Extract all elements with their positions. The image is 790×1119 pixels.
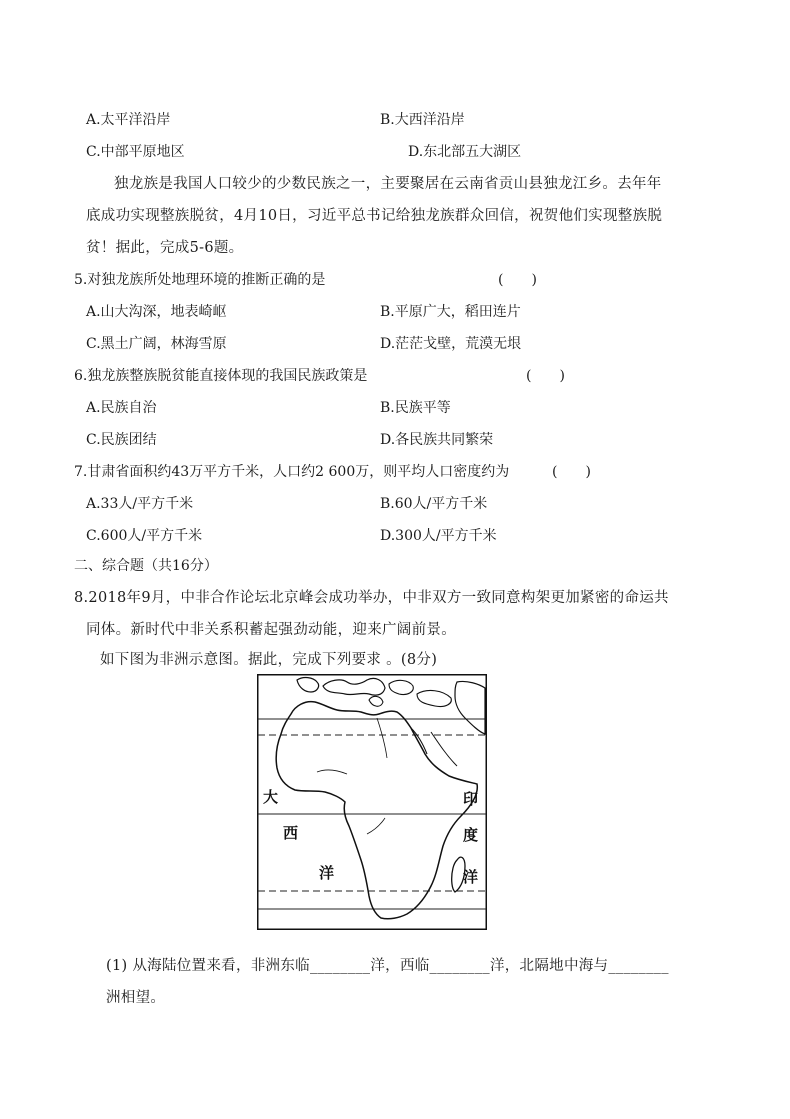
q6-stem: 6.独龙族整族脱贫能直接体现的我国民族政策是 — [74, 368, 368, 384]
q4-option-d: D.东北部五大湖区 — [408, 144, 522, 160]
atlantic-label-1: 大 — [263, 788, 279, 806]
q8-sub1-line-1: (1) 从海陆位置来看，非洲东临________洋，西临________洋，北隔地中海与________ — [106, 958, 669, 974]
q6-option-a: A.民族自治 — [86, 400, 157, 416]
indian-label-3: 洋 — [463, 868, 479, 886]
q7-answer-bracket: ( ) — [552, 464, 591, 480]
section-heading: 二、综合题（共16分） — [74, 558, 218, 574]
q6-option-d: D.各民族共同繁荣 — [380, 432, 494, 448]
q6-answer-bracket: ( ) — [526, 368, 565, 384]
q7-option-d: D.300人/平方千米 — [380, 528, 497, 544]
passage-line-2: 底成功实现整族脱贫，4月10日，习近平总书记给独龙族群众回信，祝贺他们实现整族脱 — [86, 208, 663, 224]
q8-line-3: 如下图为非洲示意图。据此，完成下列要求 。(8分) — [100, 652, 438, 668]
q6-option-c: C.民族团结 — [86, 432, 157, 448]
q4-option-b: B.大西洋沿岸 — [380, 112, 465, 128]
q7-option-b: B.60人/平方千米 — [380, 496, 488, 512]
q8-sub1-line-2: 洲相望。 — [106, 990, 166, 1006]
atlantic-label-2: 西 — [283, 824, 299, 842]
q5-option-a: A.山大沟深，地表崎岖 — [86, 304, 227, 320]
q5-stem: 5.对独龙族所处地理环境的推断正确的是 — [74, 272, 326, 288]
q4-option-a: A.太平洋沿岸 — [86, 112, 171, 128]
q4-option-c: C.中部平原地区 — [86, 144, 185, 160]
q5-option-c: C.黑土广阔，林海雪原 — [86, 336, 227, 352]
passage-line-3: 贫！据此，完成5-6题。 — [86, 240, 244, 256]
q7-stem: 7.甘肃省面积约43万平方千米，人口约2 600万，则平均人口密度约为 — [74, 464, 510, 480]
q5-option-d: D.茫茫戈壁，荒漠无垠 — [380, 336, 522, 352]
q8-line-2: 同体。新时代中非关系积蓄起强劲动能，迎来广阔前景。 — [86, 622, 456, 638]
q7-option-a: A.33人/平方千米 — [86, 496, 194, 512]
indian-label-2: 度 — [463, 826, 479, 844]
atlantic-label-3: 洋 — [319, 864, 335, 882]
passage-line-1: 独龙族是我国人口较少的少数民族之一，主要聚居在云南省贡山县独龙江乡。去年年 — [114, 176, 662, 192]
q6-option-b: B.民族平等 — [380, 400, 451, 416]
indian-label-1: 印 — [463, 790, 479, 808]
q5-option-b: B.平原广大，稻田连片 — [380, 304, 521, 320]
africa-map — [257, 674, 487, 930]
q8-line-1: 8.2018年9月，中非合作论坛北京峰会成功举办，中非双方一致同意构架更加紧密的命运共 — [74, 590, 669, 606]
q5-answer-bracket: ( ) — [498, 272, 537, 288]
q7-option-c: C.600人/平方千米 — [86, 528, 203, 544]
